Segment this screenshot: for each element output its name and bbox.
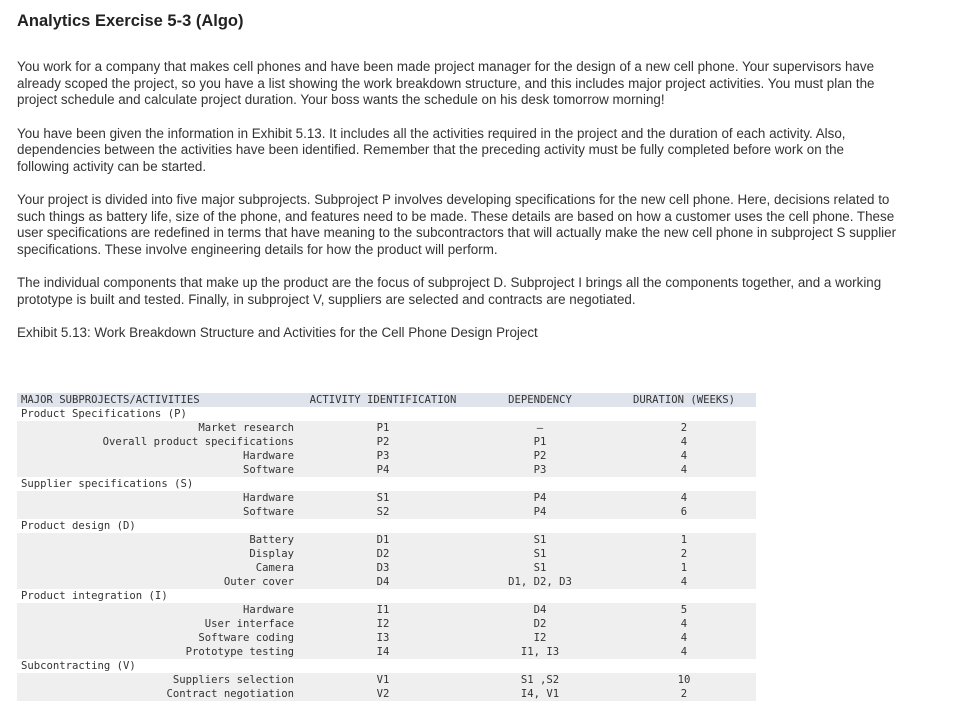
table-header-row <box>17 393 756 407</box>
activity-duration: 6 <box>612 505 756 519</box>
section-row <box>17 407 756 421</box>
table-body <box>17 407 756 701</box>
activity-id: P1 <box>298 421 468 435</box>
activity-id: P3 <box>298 449 468 463</box>
table-row <box>17 687 756 701</box>
section-label: Supplier specifications (S) <box>21 478 194 490</box>
table-row <box>17 603 756 617</box>
activity-id: D2 <box>298 547 468 561</box>
activity-name: Contract negotiation <box>17 687 298 701</box>
empty-cell <box>468 589 612 603</box>
intro-paragraph: You work for a company that makes cell phones and have been made project manager for the design of a new cell phone. Your supervisors have already scoped the project, so you have a list showing the work breakdown structure, and this includes major project activities. You must plan the project schedule and calculate project duration. Your boss wants the schedule on his desk tomorrow morning! <box>17 59 875 107</box>
table-row <box>17 645 756 659</box>
subprojects-paragraph: Your project is divided into five major subprojects. Subproject P involves developing specifications for the new cell phone. Here, decisions related to such things as battery life, size of the phone, and features need to be made. These details are based on how a customer uses the cell phone. These user specifications are redefined in terms that have meaning to the subcontractors that will actually make the new cell phone in subproject S supplier specifications. These involve engineering details for how the product will perform. <box>17 192 897 257</box>
activity-duration: 4 <box>612 575 756 589</box>
section-row <box>17 519 756 533</box>
table-row <box>17 435 756 449</box>
section-label: Product integration (I) <box>21 590 168 602</box>
activity-id: V1 <box>298 673 468 687</box>
table-row <box>17 575 756 589</box>
components-paragraph: The individual components that make up the product are the focus of subproject D. Subproject I brings all the components together, and a working prototype is built and tested. Finally, in subproject V, suppliers are selected and contracts are negotiated. <box>17 275 882 307</box>
activity-name: Suppliers selection <box>17 673 298 687</box>
activity-id: P2 <box>298 435 468 449</box>
empty-cell <box>298 477 468 491</box>
empty-cell <box>298 659 468 673</box>
section-label: Product Specifications (P) <box>21 408 187 420</box>
exhibit-caption: Exhibit 5.13: Work Breakdown Structure and Activities for the Cell Phone Design Project <box>17 325 538 340</box>
activity-name: Software <box>17 505 298 519</box>
activity-name: Display <box>17 547 298 561</box>
section-label: Subcontracting (V) <box>21 660 136 672</box>
header-activities: MAJOR SUBPROJECTS/ACTIVITIES <box>17 393 298 407</box>
table-row <box>17 449 756 463</box>
empty-cell <box>468 519 612 533</box>
activity-id: I3 <box>298 631 468 645</box>
activity-dependency: P4 <box>468 505 612 519</box>
activity-id: S1 <box>298 491 468 505</box>
exercise-content <box>17 10 897 342</box>
activity-dependency: P2 <box>468 449 612 463</box>
activity-duration: 4 <box>612 463 756 477</box>
activity-name: Market research <box>17 421 298 435</box>
empty-cell <box>468 477 612 491</box>
activity-id: D1 <box>298 533 468 547</box>
activity-dependency: D1, D2, D3 <box>468 575 612 589</box>
page-title: Analytics Exercise 5-3 (Algo) <box>17 12 244 30</box>
activity-id: D4 <box>298 575 468 589</box>
section-row <box>17 477 756 491</box>
activity-dependency: D2 <box>468 617 612 631</box>
activity-id: D3 <box>298 561 468 575</box>
activity-dependency: P4 <box>468 491 612 505</box>
activity-id: I1 <box>298 603 468 617</box>
empty-cell <box>298 589 468 603</box>
activity-duration: 4 <box>612 617 756 631</box>
activity-name: Software <box>17 463 298 477</box>
activity-dependency: D4 <box>468 603 612 617</box>
activity-duration: 4 <box>612 645 756 659</box>
activity-dependency: S1 <box>468 561 612 575</box>
activity-duration: 1 <box>612 561 756 575</box>
table-row <box>17 421 756 435</box>
activity-id: P4 <box>298 463 468 477</box>
header-activity-id: ACTIVITY IDENTIFICATION <box>298 393 468 407</box>
table-row <box>17 673 756 687</box>
activity-dependency: S1 <box>468 547 612 561</box>
header-duration: DURATION (WEEKS) <box>612 393 756 407</box>
empty-cell <box>612 477 756 491</box>
empty-cell <box>612 407 756 421</box>
empty-cell <box>468 407 612 421</box>
activity-name: Software coding <box>17 631 298 645</box>
activity-name: Camera <box>17 561 298 575</box>
exhibit-info-paragraph: You have been given the information in Exhibit 5.13. It includes all the activities required in the project and the duration of each activity. Also, dependencies between the activities have been identified. Remember that the preceding activity must be fully completed before work on the following activity can be started. <box>17 125 846 174</box>
activity-name: Hardware <box>17 603 298 617</box>
activity-dependency: P3 <box>468 463 612 477</box>
activity-dependency: S1 <box>468 533 612 547</box>
table-row <box>17 533 756 547</box>
activity-dependency: P1 <box>468 435 612 449</box>
activity-id: S2 <box>298 505 468 519</box>
activity-duration: 5 <box>612 603 756 617</box>
activity-duration: 2 <box>612 547 756 561</box>
activity-id: V2 <box>298 687 468 701</box>
table-row <box>17 463 756 477</box>
empty-cell <box>612 589 756 603</box>
empty-cell <box>612 659 756 673</box>
activity-name: Outer cover <box>17 575 298 589</box>
activity-duration: 2 <box>612 421 756 435</box>
activity-id: I4 <box>298 645 468 659</box>
activity-dependency: I4, V1 <box>468 687 612 701</box>
activity-duration: 4 <box>612 631 756 645</box>
empty-cell <box>468 659 612 673</box>
activity-duration: 10 <box>612 673 756 687</box>
table-row <box>17 617 756 631</box>
section-row <box>17 659 756 673</box>
activity-name: Battery <box>17 533 298 547</box>
activity-duration: 4 <box>612 491 756 505</box>
activity-name: Prototype testing <box>17 645 298 659</box>
activity-name: Hardware <box>17 491 298 505</box>
activity-duration: 4 <box>612 435 756 449</box>
activity-dependency: I1, I3 <box>468 645 612 659</box>
activity-dependency: I2 <box>468 631 612 645</box>
activity-duration: 1 <box>612 533 756 547</box>
activity-id: I2 <box>298 617 468 631</box>
table-row <box>17 561 756 575</box>
activity-duration: 2 <box>612 687 756 701</box>
wbs-table <box>17 393 756 701</box>
table-row <box>17 547 756 561</box>
activity-name: User interface <box>17 617 298 631</box>
activity-dependency: — <box>468 421 612 435</box>
activity-duration: 4 <box>612 449 756 463</box>
empty-cell <box>298 407 468 421</box>
empty-cell <box>612 519 756 533</box>
table-row <box>17 505 756 519</box>
header-dependency: DEPENDENCY <box>468 393 612 407</box>
empty-cell <box>298 519 468 533</box>
activity-dependency: S1 ,S2 <box>468 673 612 687</box>
activity-name: Overall product specifications <box>17 435 298 449</box>
section-label: Product design (D) <box>21 520 136 532</box>
activity-name: Hardware <box>17 449 298 463</box>
table-row <box>17 631 756 645</box>
table-row <box>17 491 756 505</box>
section-row <box>17 589 756 603</box>
